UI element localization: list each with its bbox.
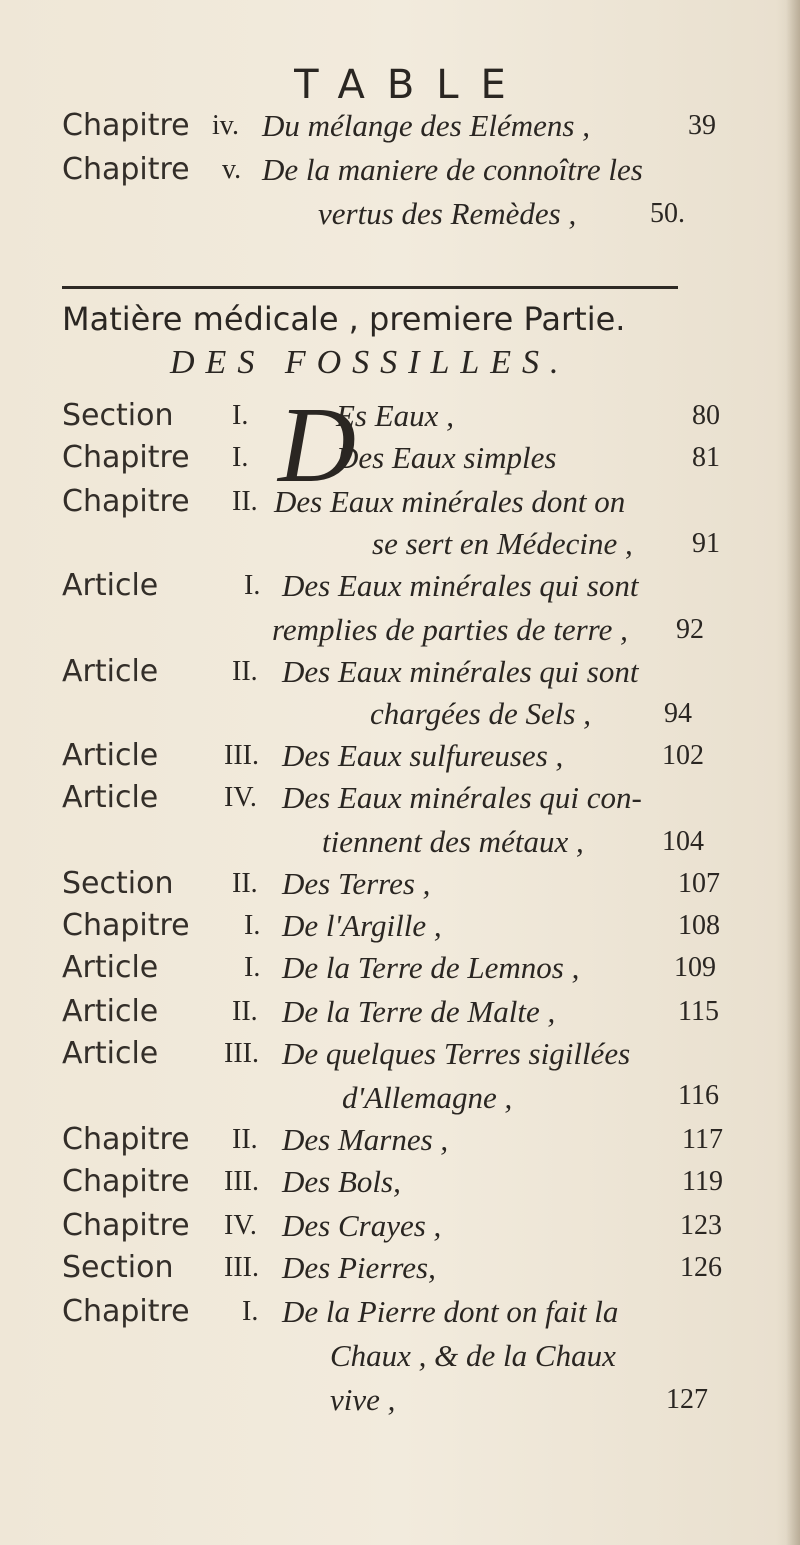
top-entry-page-2: 50.	[650, 198, 685, 229]
entry-num: I.	[244, 570, 261, 601]
entry-title: De l'Argille ,	[282, 908, 442, 943]
entry-label: Article	[62, 738, 159, 773]
top-entry-label-1: Chapitre	[62, 108, 190, 143]
entry-cont: Chaux , & de la Chaux	[330, 1338, 616, 1373]
top-entry-cont-2: vertus des Remèdes ,	[318, 196, 577, 231]
entry-title: De la Terre de Lemnos ,	[282, 950, 580, 985]
entry-num: II.	[232, 996, 258, 1027]
entry-num: IV.	[224, 782, 257, 813]
entry-num: III.	[224, 1252, 259, 1283]
entry-label: Section	[62, 866, 174, 901]
page-edge-shadow	[786, 0, 800, 1545]
entry-cont: tiennent des métaux ,	[322, 824, 584, 859]
entry-page: 115	[678, 996, 719, 1027]
entry-label: Article	[62, 950, 159, 985]
entry-title: Des Eaux minérales dont on	[274, 484, 626, 519]
entry-num: II.	[232, 868, 258, 899]
entry-page: 109	[674, 952, 716, 983]
entry-page: 126	[680, 1252, 722, 1283]
entry-page: 91	[692, 528, 720, 559]
entry-page: 107	[678, 868, 720, 899]
entry-page: 81	[692, 442, 720, 473]
entry-title: Es Eaux ,	[336, 398, 454, 433]
entry-title: De la Terre de Malte ,	[282, 994, 556, 1029]
entry-title: Des Terres ,	[282, 866, 431, 901]
entry-num: II.	[232, 656, 258, 687]
entry-label: Chapitre	[62, 1208, 190, 1243]
entry-title: De quelques Terres sigillées	[282, 1036, 631, 1071]
entry-num: III.	[224, 1038, 259, 1069]
divider-rule	[62, 286, 678, 289]
entry-label: Chapitre	[62, 484, 190, 519]
top-entry-num-2: v.	[222, 154, 242, 185]
entry-num: III.	[224, 1166, 259, 1197]
entry-page: 117	[682, 1124, 723, 1155]
entry-label: Article	[62, 568, 159, 603]
entry-page: 104	[662, 826, 704, 857]
entry-cont: chargées de Sels ,	[370, 696, 591, 731]
entry-cont: remplies de parties de terre ,	[272, 612, 628, 647]
page-header: TABLE	[294, 62, 528, 108]
entry-page: 127	[666, 1384, 708, 1415]
entry-num: I.	[242, 1296, 259, 1327]
entry-label: Article	[62, 994, 159, 1029]
entry-num: I.	[232, 400, 249, 431]
entry-title: De la Pierre dont on fait la	[282, 1294, 619, 1329]
entry-title: Des Pierres,	[282, 1250, 436, 1285]
entry-num: II.	[232, 486, 258, 517]
entry-page: 116	[678, 1080, 719, 1111]
entry-title: Des Eaux minérales qui sont	[282, 654, 639, 689]
entry-title: Des Eaux minérales qui sont	[282, 568, 639, 603]
top-entry-title-2: De la maniere de connoître les	[262, 152, 643, 187]
entry-label: Chapitre	[62, 440, 190, 475]
entry-label: Chapitre	[62, 1122, 190, 1157]
entry-title: Des Marnes ,	[282, 1122, 449, 1157]
entry-title: Des Eaux sulfureuses ,	[282, 738, 564, 773]
top-entry-num-1: iv.	[212, 110, 239, 141]
dropcap-letter: D	[278, 386, 356, 505]
entry-label: Section	[62, 398, 174, 433]
entry-label: Article	[62, 780, 159, 815]
entry-label: Chapitre	[62, 908, 190, 943]
entry-page: 80	[692, 400, 720, 431]
entry-cont-2: vive ,	[330, 1382, 396, 1417]
entry-num: I.	[244, 952, 261, 983]
entry-num: I.	[244, 910, 261, 941]
entry-cont: d'Allemagne ,	[342, 1080, 513, 1115]
entry-title: Des Eaux minérales qui con-	[282, 780, 642, 815]
entry-title: Des Bols,	[282, 1164, 401, 1199]
entry-label: Section	[62, 1250, 174, 1285]
entry-page: 123	[680, 1210, 722, 1241]
entry-cont: se sert en Médecine ,	[372, 526, 633, 561]
entry-label: Article	[62, 1036, 159, 1071]
entry-page: 108	[678, 910, 720, 941]
entry-title: Des Crayes ,	[282, 1208, 442, 1243]
entry-page: 94	[664, 698, 692, 729]
entry-num: I.	[232, 442, 249, 473]
entry-page: 102	[662, 740, 704, 771]
entry-num: IV.	[224, 1210, 257, 1241]
entry-title: Des Eaux simples	[336, 440, 557, 475]
entry-label: Article	[62, 654, 159, 689]
section-title: DES FOSSILLES.	[170, 344, 570, 381]
top-entry-page-1: 39	[688, 110, 716, 141]
entry-label: Chapitre	[62, 1294, 190, 1329]
top-entry-title-1: Du mélange des Elémens ,	[262, 108, 590, 143]
entry-page: 119	[682, 1166, 723, 1197]
entry-label: Chapitre	[62, 1164, 190, 1199]
entry-page: 92	[676, 614, 704, 645]
entry-num: III.	[224, 740, 259, 771]
entry-num: II.	[232, 1124, 258, 1155]
subheading: Matière médicale , premiere Partie.	[62, 300, 626, 338]
top-entry-label-2: Chapitre	[62, 152, 190, 187]
